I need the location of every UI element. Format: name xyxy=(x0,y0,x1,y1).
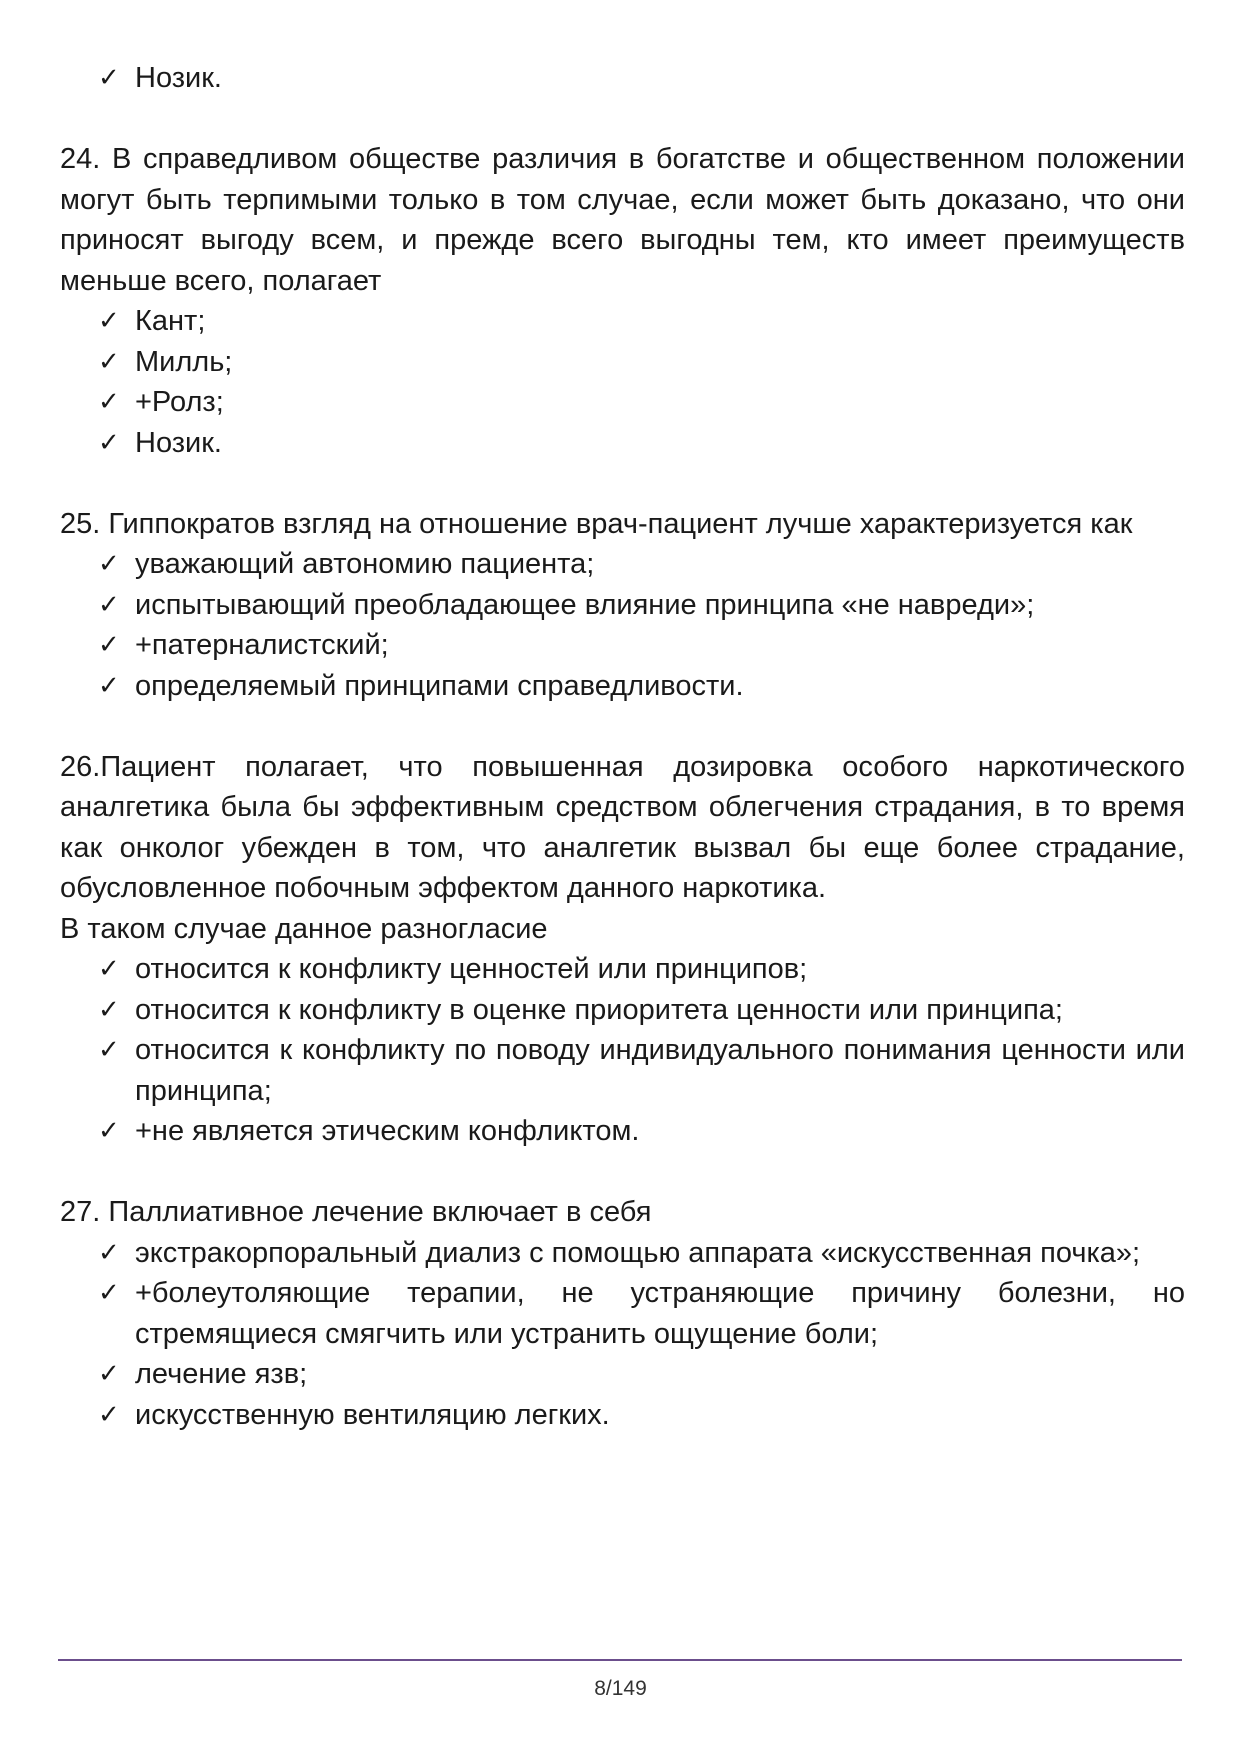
checkmark-icon: ✓ xyxy=(98,630,120,660)
checkmark-icon: ✓ xyxy=(98,1237,120,1268)
answer-option xyxy=(60,1395,1185,1436)
question-24 xyxy=(60,139,1185,463)
checkmark-icon: ✓ xyxy=(98,589,120,620)
prev-question-options xyxy=(60,58,1185,99)
answer-option xyxy=(60,301,1185,342)
option-text: Кант; xyxy=(135,305,206,337)
answer-option xyxy=(60,1030,1185,1111)
answer-option xyxy=(60,58,1185,99)
answer-option-correct xyxy=(60,1273,1185,1354)
checkmark-icon: ✓ xyxy=(98,549,120,579)
option-text: Милль; xyxy=(135,345,233,378)
question-text-continued: В таком случае данное разногласие xyxy=(60,912,548,945)
answer-option xyxy=(60,990,1185,1031)
question-text: 24. В справедливом обществе различия в богатстве и общественном положении могут быть терпимыми только в том случае, если может быть доказано, что они приносят выгоду всем, и прежде всего выгодны тем, кто имеет преимуществ меньше всего, полагает xyxy=(60,143,1185,297)
answer-option-correct xyxy=(60,382,1185,423)
checkmark-icon: ✓ xyxy=(98,1399,120,1430)
option-text: +не является этическим конфликтом. xyxy=(135,1115,640,1147)
question-options xyxy=(60,949,1185,1152)
page-number: 8/149 xyxy=(594,1677,647,1700)
option-text: лечение язв; xyxy=(135,1358,308,1390)
answer-option-correct xyxy=(60,1111,1185,1152)
option-text: определяемый принципами справедливости. xyxy=(135,669,744,702)
checkmark-icon: ✓ xyxy=(98,1116,120,1146)
checkmark-icon: ✓ xyxy=(98,346,120,377)
option-text: относится к конфликту в оценке приоритета ценности или принципа; xyxy=(135,993,1063,1026)
option-text: испытывающий преобладающее влияние принципа «не навреди»; xyxy=(135,588,1035,621)
question-27 xyxy=(60,1192,1185,1435)
checkmark-icon: ✓ xyxy=(98,670,120,701)
question-text: 26.Пациент полагает, что повышенная дозировка особого наркотического аналгетика была бы эффективным средством облегчения страдания, в то время как онколог убежден в том, что аналгетик вызвал бы еще более страдание, обусловленное побочным эффектом данного наркотика. xyxy=(60,750,1185,904)
answer-option xyxy=(60,342,1185,383)
answer-option xyxy=(60,423,1185,464)
answer-option xyxy=(60,1233,1185,1274)
checkmark-icon: ✓ xyxy=(98,994,120,1025)
checkmark-icon: ✓ xyxy=(98,387,120,417)
option-text: +Ролз; xyxy=(135,386,224,418)
option-text: +патерналистский; xyxy=(135,629,389,661)
option-text: Нозик. xyxy=(135,426,222,459)
option-text: уважающий автономию пациента; xyxy=(135,548,595,580)
option-text: Нозик. xyxy=(135,62,222,94)
checkmark-icon: ✓ xyxy=(98,1359,120,1389)
question-options xyxy=(60,544,1185,706)
answer-option xyxy=(60,949,1185,990)
checkmark-icon: ✓ xyxy=(98,427,120,458)
question-26 xyxy=(60,747,1185,1152)
option-text: искусственную вентиляцию легких. xyxy=(135,1398,610,1431)
checkmark-icon: ✓ xyxy=(98,306,120,336)
option-text: +болеутоляющие терапии, не устраняющие причину болезни, но стремящиеся смягчить или устранить ощущение боли; xyxy=(135,1277,1185,1350)
option-text: экстракорпоральный диализ с помощью аппарата «искусственная почка»; xyxy=(135,1236,1141,1269)
question-options xyxy=(60,1233,1185,1436)
question-text: 27. Паллиативное лечение включает в себя xyxy=(60,1196,652,1228)
checkmark-icon: ✓ xyxy=(98,1278,120,1308)
checkmark-icon: ✓ xyxy=(98,1035,120,1065)
answer-option xyxy=(60,666,1185,707)
answer-option xyxy=(60,1354,1185,1395)
option-text: относится к конфликту ценностей или принципов; xyxy=(135,953,808,985)
answer-option xyxy=(60,585,1185,626)
answer-option-correct xyxy=(60,625,1185,666)
checkmark-icon: ✓ xyxy=(98,63,120,93)
answer-option xyxy=(60,544,1185,585)
footer-divider xyxy=(58,1659,1182,1661)
question-25 xyxy=(60,504,1185,707)
document-page xyxy=(60,58,1185,1435)
option-text: относится к конфликту по поводу индивидуального понимания ценности или принципа; xyxy=(135,1034,1185,1107)
question-options xyxy=(60,301,1185,463)
question-text: 25. Гиппократов взгляд на отношение врач-пациент лучше характеризуется как xyxy=(60,507,1133,540)
checkmark-icon: ✓ xyxy=(98,954,120,984)
